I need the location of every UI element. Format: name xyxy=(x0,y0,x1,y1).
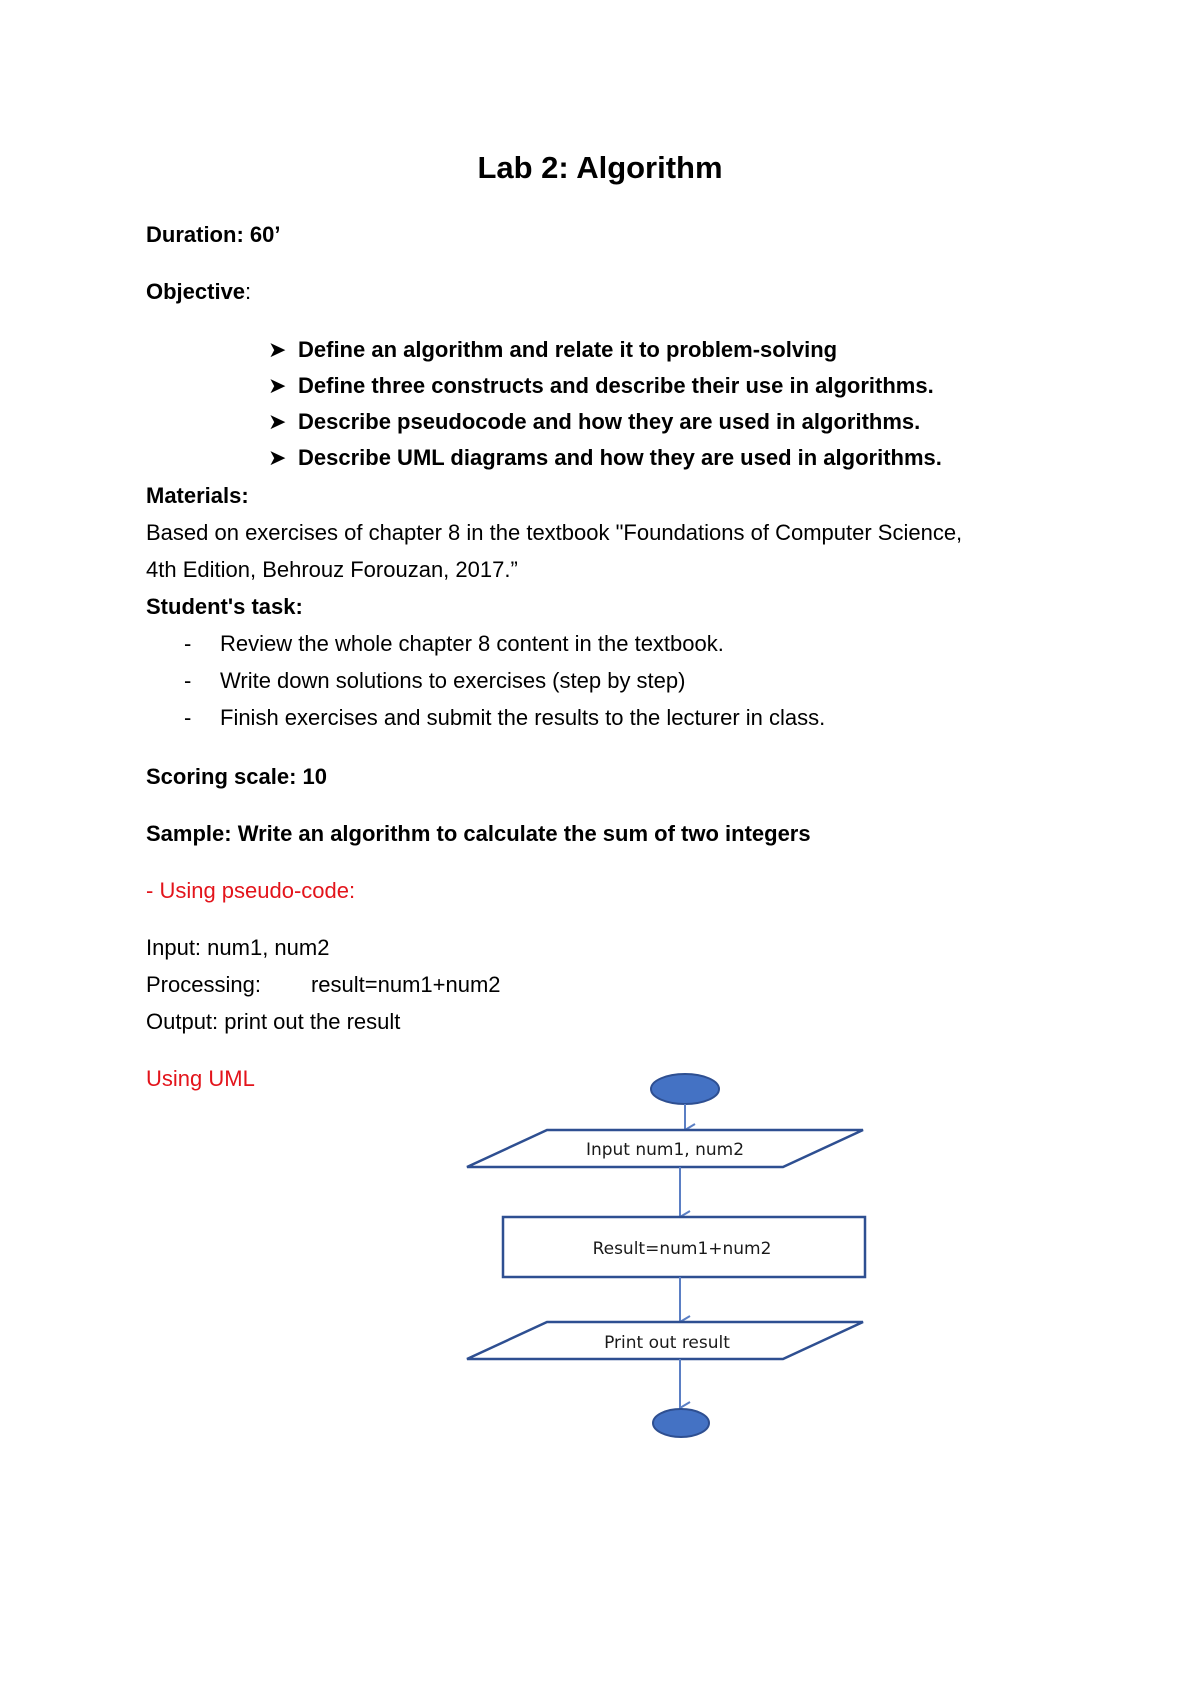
dash-bullet: - xyxy=(184,705,192,730)
arrow-bullet-icon: ➤ xyxy=(268,337,287,362)
output-label: Print out result xyxy=(604,1333,730,1353)
dash-bullet: - xyxy=(184,631,192,656)
arrow-bullet-icon: ➤ xyxy=(268,373,287,398)
objective-text: Describe pseudocode and how they are used in algorithms. xyxy=(298,409,921,434)
start-terminal xyxy=(651,1074,719,1104)
duration-label: Duration: 60’ xyxy=(146,222,281,247)
pseudo-processing-value: result=num1+num2 xyxy=(310,972,501,997)
pseudo-output: Output: print out the result xyxy=(146,1009,401,1034)
sample-task: Sample: Write an algorithm to calculate the sum of two integers xyxy=(146,821,811,846)
materials-text-line1: Based on exercises of chapter 8 in the textbook "Foundations of Computer Science, xyxy=(146,520,963,545)
scoring-scale: Scoring scale: 10 xyxy=(146,764,327,789)
pseudo-input: Input: num1, num2 xyxy=(146,935,330,960)
materials-heading: Materials: xyxy=(146,483,249,508)
end-terminal xyxy=(653,1409,709,1437)
objective-text: Define three constructs and describe their use in algorithms. xyxy=(298,373,934,398)
input-label: Input num1, num2 xyxy=(585,1140,745,1160)
objective-heading-text: Objective xyxy=(146,279,246,304)
arrow-bullet-icon: ➤ xyxy=(268,409,287,434)
page-title: Lab 2: Algorithm xyxy=(477,150,723,185)
arrow-bullet-icon: ➤ xyxy=(268,445,287,470)
task-text: Write down solutions to exercises (step by step) xyxy=(220,668,686,693)
task-text: Review the whole chapter 8 content in the textbook. xyxy=(220,631,724,656)
objective-text: Define an algorithm and relate it to problem-solving xyxy=(298,337,838,362)
pseudo-code-heading: - Using pseudo-code: xyxy=(146,878,356,903)
process-label: Result=num1+num2 xyxy=(592,1239,772,1259)
dash-bullet: - xyxy=(184,668,192,693)
objective-text: Describe UML diagrams and how they are used in algorithms. xyxy=(298,445,942,470)
objective-colon: : xyxy=(245,279,252,304)
task-text: Finish exercises and submit the results to the lecturer in class. xyxy=(220,705,826,730)
materials-text-line2: 4th Edition, Behrouz Forouzan, 2017.” xyxy=(146,557,518,582)
pseudo-processing-label: Processing: xyxy=(146,972,261,997)
task-heading: Student's task: xyxy=(146,594,303,619)
uml-heading: Using UML xyxy=(146,1066,255,1091)
